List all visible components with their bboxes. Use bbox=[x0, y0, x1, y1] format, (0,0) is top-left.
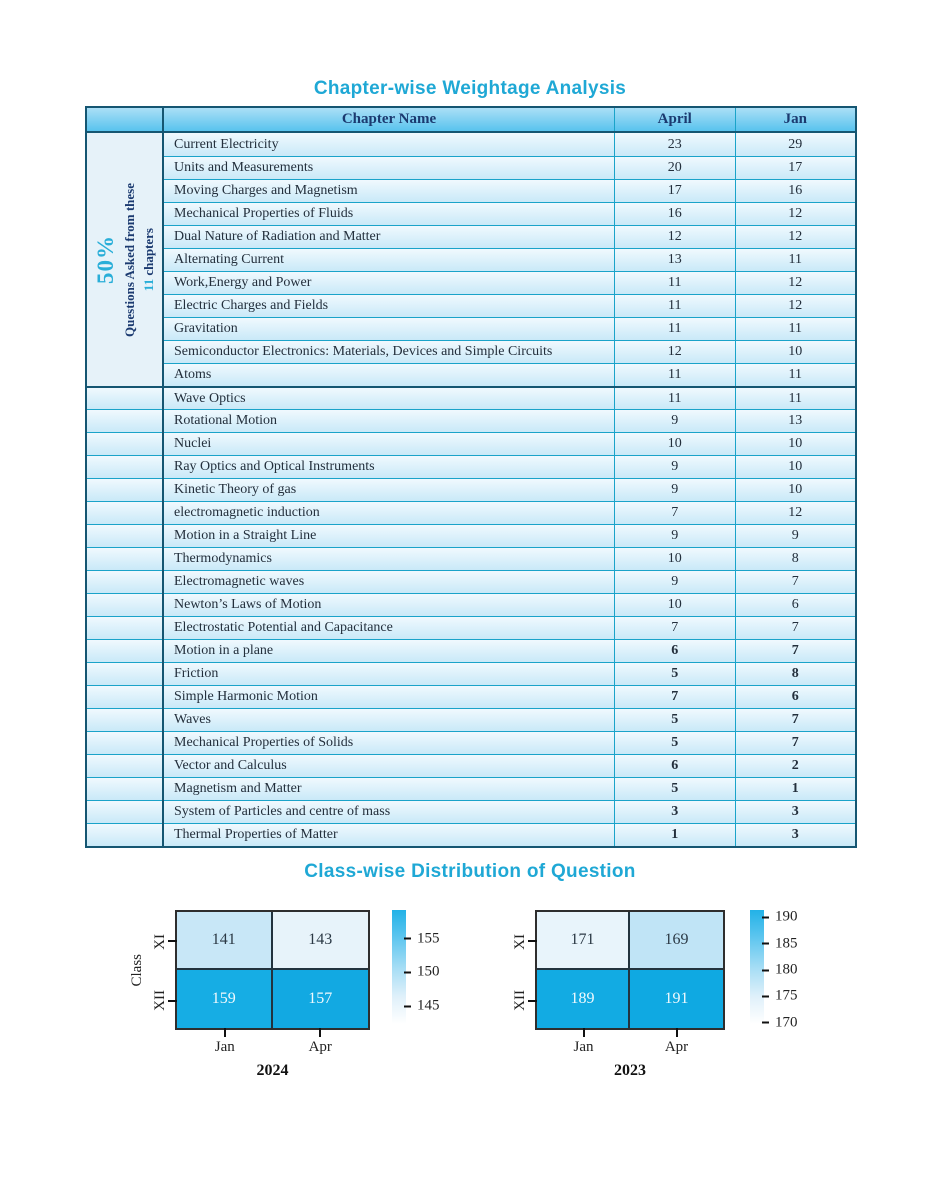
sidebar-empty-cell bbox=[87, 777, 162, 800]
tick-label: 145 bbox=[417, 997, 440, 1014]
sidebar-empty-cell bbox=[87, 409, 162, 432]
table-row bbox=[164, 271, 855, 294]
sidebar-empty-cell bbox=[87, 823, 162, 846]
chapter-name-cell: Thermal Properties of Matter bbox=[174, 827, 338, 842]
table-row bbox=[164, 777, 855, 800]
sidebar-stub-cells bbox=[87, 386, 162, 846]
heatmap-cell: 169 bbox=[630, 912, 723, 970]
april-value-cell: 6 bbox=[614, 755, 735, 777]
row-label-xii: XII bbox=[511, 989, 528, 1011]
chapter-name-cell: Kinetic Theory of gas bbox=[174, 482, 297, 497]
heatmap-grid bbox=[177, 912, 368, 1028]
jan-value-cell: 11 bbox=[735, 249, 856, 271]
tick-dash bbox=[762, 1022, 769, 1024]
table-main bbox=[164, 108, 855, 846]
chapter-name-cell: Friction bbox=[174, 666, 219, 681]
colorbar-tick bbox=[764, 935, 798, 952]
jan-value-cell: 11 bbox=[735, 364, 856, 386]
x-tick-mark bbox=[224, 1028, 226, 1037]
table-row bbox=[164, 639, 855, 662]
tick-dash bbox=[404, 971, 411, 973]
sidebar-empty-cell bbox=[87, 432, 162, 455]
colorbar-ticks bbox=[750, 908, 798, 1031]
colorbar-ticks bbox=[392, 910, 440, 1030]
chapter-name-cell: Units and Measurements bbox=[174, 160, 314, 175]
chapter-name-cell: Atoms bbox=[174, 367, 212, 382]
april-value-cell: 5 bbox=[614, 709, 735, 731]
april-value-cell: 11 bbox=[614, 318, 735, 340]
april-value-cell: 13 bbox=[614, 249, 735, 271]
y-tick-mark bbox=[168, 1000, 177, 1002]
table-row bbox=[164, 685, 855, 708]
april-value-cell: 10 bbox=[614, 548, 735, 570]
x-tick-mark bbox=[319, 1028, 321, 1037]
table-row bbox=[164, 432, 855, 455]
table-row bbox=[164, 156, 855, 179]
april-value-cell: 1 bbox=[614, 824, 735, 846]
chapter-name-cell: Mechanical Properties of Solids bbox=[174, 735, 354, 750]
year-label-2024: 2024 bbox=[256, 1062, 289, 1079]
sidebar-empty-cell bbox=[87, 570, 162, 593]
sidebar-column bbox=[87, 108, 164, 846]
chapter-name-cell: Magnetism and Matter bbox=[174, 781, 302, 796]
jan-value-cell: 10 bbox=[735, 456, 856, 478]
april-value-cell: 5 bbox=[614, 778, 735, 800]
tick-label: 155 bbox=[417, 930, 440, 947]
heatmap-cell: 189 bbox=[537, 970, 630, 1028]
row-label-xi: XI bbox=[151, 934, 168, 950]
table-row bbox=[164, 455, 855, 478]
jan-value-cell: 3 bbox=[735, 824, 856, 846]
heatmap-grid bbox=[537, 912, 723, 1028]
jan-value-cell: 6 bbox=[735, 594, 856, 616]
tick-label: 185 bbox=[775, 935, 798, 952]
colorbar-tick bbox=[764, 1014, 798, 1031]
table-row bbox=[164, 202, 855, 225]
sidebar-empty-cell bbox=[87, 662, 162, 685]
april-value-cell: 12 bbox=[614, 341, 735, 363]
chapter-name-cell: Nuclei bbox=[174, 436, 212, 451]
chapter-name-cell: System of Particles and centre of mass bbox=[174, 804, 391, 819]
chapter-name-cell: electromagnetic induction bbox=[174, 505, 320, 520]
april-value-cell: 6 bbox=[614, 640, 735, 662]
april-value-cell: 7 bbox=[614, 617, 735, 639]
april-value-cell: 11 bbox=[614, 388, 735, 409]
table-row bbox=[164, 662, 855, 685]
sidebar-empty-cell bbox=[87, 386, 162, 409]
weightage-table bbox=[85, 106, 857, 848]
chapter-name-cell: Rotational Motion bbox=[174, 413, 278, 428]
jan-value-cell: 7 bbox=[735, 640, 856, 662]
jan-value-cell: 6 bbox=[735, 686, 856, 708]
sidebar-empty-cell bbox=[87, 524, 162, 547]
tick-dash bbox=[762, 916, 769, 918]
tick-dash bbox=[404, 938, 411, 940]
row-label-xii: XII bbox=[151, 989, 168, 1011]
april-value-cell: 17 bbox=[614, 180, 735, 202]
sidebar-merged-cell bbox=[87, 133, 162, 386]
row-label-xi: XI bbox=[511, 934, 528, 950]
jan-value-cell: 10 bbox=[735, 341, 856, 363]
tick-label: 150 bbox=[417, 963, 440, 980]
jan-value-cell: 12 bbox=[735, 203, 856, 225]
heatmap-cell: 141 bbox=[177, 912, 273, 970]
sidebar-empty-cell bbox=[87, 639, 162, 662]
chapter-name-cell: Motion in a Straight Line bbox=[174, 528, 317, 543]
col-label-jan: Jan bbox=[573, 1039, 594, 1055]
chapter-name-cell: Electrostatic Potential and Capacitance bbox=[174, 620, 393, 635]
table-row bbox=[164, 501, 855, 524]
table-row bbox=[164, 409, 855, 432]
sidebar-empty-cell bbox=[87, 685, 162, 708]
jan-value-cell: 17 bbox=[735, 157, 856, 179]
tick-dash bbox=[762, 969, 769, 971]
jan-value-cell: 7 bbox=[735, 709, 856, 731]
april-value-cell: 9 bbox=[614, 571, 735, 593]
tick-label: 190 bbox=[775, 908, 798, 925]
april-value-cell: 23 bbox=[614, 133, 735, 156]
colorbar-tick bbox=[406, 964, 440, 981]
chapter-name-cell: Waves bbox=[174, 712, 211, 727]
heatmap-cell: 159 bbox=[177, 970, 273, 1028]
charts-title: Class-wise Distribution of Question bbox=[304, 861, 636, 882]
table-row bbox=[164, 731, 855, 754]
y-tick-mark bbox=[168, 940, 177, 942]
april-value-cell: 12 bbox=[614, 226, 735, 248]
sidebar-header-cell bbox=[87, 108, 162, 133]
chapter-name-cell: Current Electricity bbox=[174, 136, 279, 152]
april-value-cell: 20 bbox=[614, 157, 735, 179]
sidebar-annotation-line: Questions Asked from these bbox=[121, 182, 137, 337]
chapter-name-cell: Gravitation bbox=[174, 321, 238, 336]
heatmap-cell: 157 bbox=[273, 970, 369, 1028]
jan-value-cell: 3 bbox=[735, 801, 856, 823]
jan-value-cell: 7 bbox=[735, 732, 856, 754]
tick-dash bbox=[762, 943, 769, 945]
april-value-cell: 10 bbox=[614, 594, 735, 616]
colorbar-tick bbox=[764, 909, 798, 926]
chapter-name-cell: Newton’s Laws of Motion bbox=[174, 597, 322, 612]
tick-label: 175 bbox=[775, 987, 798, 1004]
colorbar-tick bbox=[406, 930, 440, 947]
april-value-cell: 5 bbox=[614, 663, 735, 685]
april-value-cell: 7 bbox=[614, 686, 735, 708]
april-value-cell: 11 bbox=[614, 295, 735, 317]
jan-value-cell: 9 bbox=[735, 525, 856, 547]
sidebar-empty-cell bbox=[87, 800, 162, 823]
col-header-jan: Jan bbox=[735, 108, 856, 131]
chapter-name-cell: Motion in a plane bbox=[174, 643, 274, 658]
tick-dash bbox=[762, 995, 769, 997]
april-value-cell: 10 bbox=[614, 433, 735, 455]
eleven-label: 11 bbox=[140, 278, 156, 292]
chapter-name-cell: Electromagnetic waves bbox=[174, 574, 305, 589]
x-tick-mark bbox=[676, 1028, 678, 1037]
jan-value-cell: 12 bbox=[735, 272, 856, 294]
tick-dash bbox=[404, 1005, 411, 1007]
jan-value-cell: 8 bbox=[735, 663, 856, 685]
jan-value-cell: 7 bbox=[735, 571, 856, 593]
table-row bbox=[164, 570, 855, 593]
table-row bbox=[164, 616, 855, 639]
chapter-name-cell: Semiconductor Electronics: Materials, Devices and Simple Circuits bbox=[174, 344, 553, 359]
chapter-name-cell: Electric Charges and Fields bbox=[174, 298, 329, 313]
colorbar-tick bbox=[406, 998, 440, 1015]
col-label-jan: Jan bbox=[214, 1039, 235, 1055]
jan-value-cell: 11 bbox=[735, 388, 856, 409]
heatmap-cell: 191 bbox=[630, 970, 723, 1028]
jan-value-cell: 11 bbox=[735, 318, 856, 340]
colorbar-2023 bbox=[750, 908, 798, 1031]
chapter-name-cell: Alternating Current bbox=[174, 252, 285, 267]
table-row bbox=[164, 478, 855, 501]
april-value-cell: 11 bbox=[614, 272, 735, 294]
y-tick-mark bbox=[528, 1000, 537, 1002]
table-title: Chapter-wise Weightage Analysis bbox=[313, 78, 627, 99]
jan-value-cell: 10 bbox=[735, 479, 856, 501]
heatmap-panel-2023 bbox=[511, 908, 798, 1079]
sidebar-empty-cell bbox=[87, 478, 162, 501]
sidebar-empty-cell bbox=[87, 616, 162, 639]
tick-label: 170 bbox=[775, 1014, 798, 1031]
chapter-name-cell: Dual Nature of Radiation and Matter bbox=[174, 229, 381, 244]
table-row bbox=[164, 823, 855, 846]
table-row bbox=[164, 386, 855, 409]
april-value-cell: 11 bbox=[614, 364, 735, 386]
april-value-cell: 9 bbox=[614, 456, 735, 478]
chapter-name-cell: Mechanical Properties of Fluids bbox=[174, 206, 354, 221]
table-row bbox=[164, 754, 855, 777]
col-header-chapter-name: Chapter Name bbox=[341, 111, 437, 127]
sidebar-empty-cell bbox=[87, 754, 162, 777]
table-row bbox=[164, 800, 855, 823]
jan-value-cell: 16 bbox=[735, 180, 856, 202]
april-value-cell: 9 bbox=[614, 410, 735, 432]
table-row bbox=[164, 179, 855, 202]
table-row bbox=[164, 248, 855, 271]
jan-value-cell: 2 bbox=[735, 755, 856, 777]
jan-value-cell: 10 bbox=[735, 433, 856, 455]
chapter-name-cell: Simple Harmonic Motion bbox=[174, 689, 318, 704]
jan-value-cell: 12 bbox=[735, 502, 856, 524]
colorbar-2024 bbox=[392, 910, 440, 1030]
sidebar-empty-cell bbox=[87, 455, 162, 478]
chapter-name-cell: Wave Optics bbox=[174, 390, 246, 406]
heatmap-cell: 171 bbox=[537, 912, 630, 970]
y-axis-label bbox=[129, 912, 146, 1028]
table-row bbox=[164, 708, 855, 731]
sidebar-empty-cell bbox=[87, 501, 162, 524]
april-value-cell: 3 bbox=[614, 801, 735, 823]
year-label-2023: 2023 bbox=[614, 1062, 646, 1079]
table-rows bbox=[164, 133, 855, 846]
colorbar-tick bbox=[764, 962, 798, 979]
table-row bbox=[164, 133, 855, 156]
fifty-percent-label: 50% bbox=[92, 235, 118, 284]
april-value-cell: 5 bbox=[614, 732, 735, 754]
table-row bbox=[164, 294, 855, 317]
heatmap-plot-2023 bbox=[511, 910, 725, 1079]
april-value-cell: 9 bbox=[614, 479, 735, 501]
jan-value-cell: 8 bbox=[735, 548, 856, 570]
colorbar-tick bbox=[764, 988, 798, 1005]
jan-value-cell: 29 bbox=[735, 133, 856, 156]
jan-value-cell: 12 bbox=[735, 295, 856, 317]
class-label: Class bbox=[129, 953, 145, 987]
chapters-label: chapters bbox=[140, 227, 156, 276]
table-row bbox=[164, 317, 855, 340]
table-row bbox=[164, 593, 855, 616]
jan-value-cell: 12 bbox=[735, 226, 856, 248]
table-row bbox=[164, 340, 855, 363]
chapter-name-cell: Moving Charges and Magnetism bbox=[174, 183, 358, 198]
table-row bbox=[164, 225, 855, 248]
col-label-apr: Apr bbox=[664, 1039, 689, 1055]
heatmap-panel-2024 bbox=[129, 910, 440, 1079]
heatmap-cell: 143 bbox=[273, 912, 369, 970]
table-row bbox=[164, 547, 855, 570]
table-header-row bbox=[164, 108, 855, 133]
heatmap-plot-2024 bbox=[129, 910, 370, 1079]
chapter-name-cell: Work,Energy and Power bbox=[174, 275, 312, 290]
chapter-name-cell: Ray Optics and Optical Instruments bbox=[174, 459, 375, 474]
col-label-apr: Apr bbox=[308, 1039, 332, 1055]
jan-value-cell: 1 bbox=[735, 778, 856, 800]
col-header-april: April bbox=[614, 108, 735, 131]
jan-value-cell: 7 bbox=[735, 617, 856, 639]
sidebar-empty-cell bbox=[87, 593, 162, 616]
chapter-name-cell: Vector and Calculus bbox=[174, 758, 287, 773]
april-value-cell: 7 bbox=[614, 502, 735, 524]
tick-label: 180 bbox=[775, 961, 798, 978]
jan-value-cell: 13 bbox=[735, 410, 856, 432]
sidebar-empty-cell bbox=[87, 708, 162, 731]
sidebar-empty-cell bbox=[87, 547, 162, 570]
x-tick-mark bbox=[583, 1028, 585, 1037]
table-row bbox=[164, 363, 855, 386]
y-tick-mark bbox=[528, 940, 537, 942]
sidebar-empty-cell bbox=[87, 731, 162, 754]
sidebar-chapters-line bbox=[141, 228, 157, 291]
table-row bbox=[164, 524, 855, 547]
april-value-cell: 9 bbox=[614, 525, 735, 547]
chapter-name-cell: Thermodynamics bbox=[174, 551, 272, 566]
april-value-cell: 16 bbox=[614, 203, 735, 225]
